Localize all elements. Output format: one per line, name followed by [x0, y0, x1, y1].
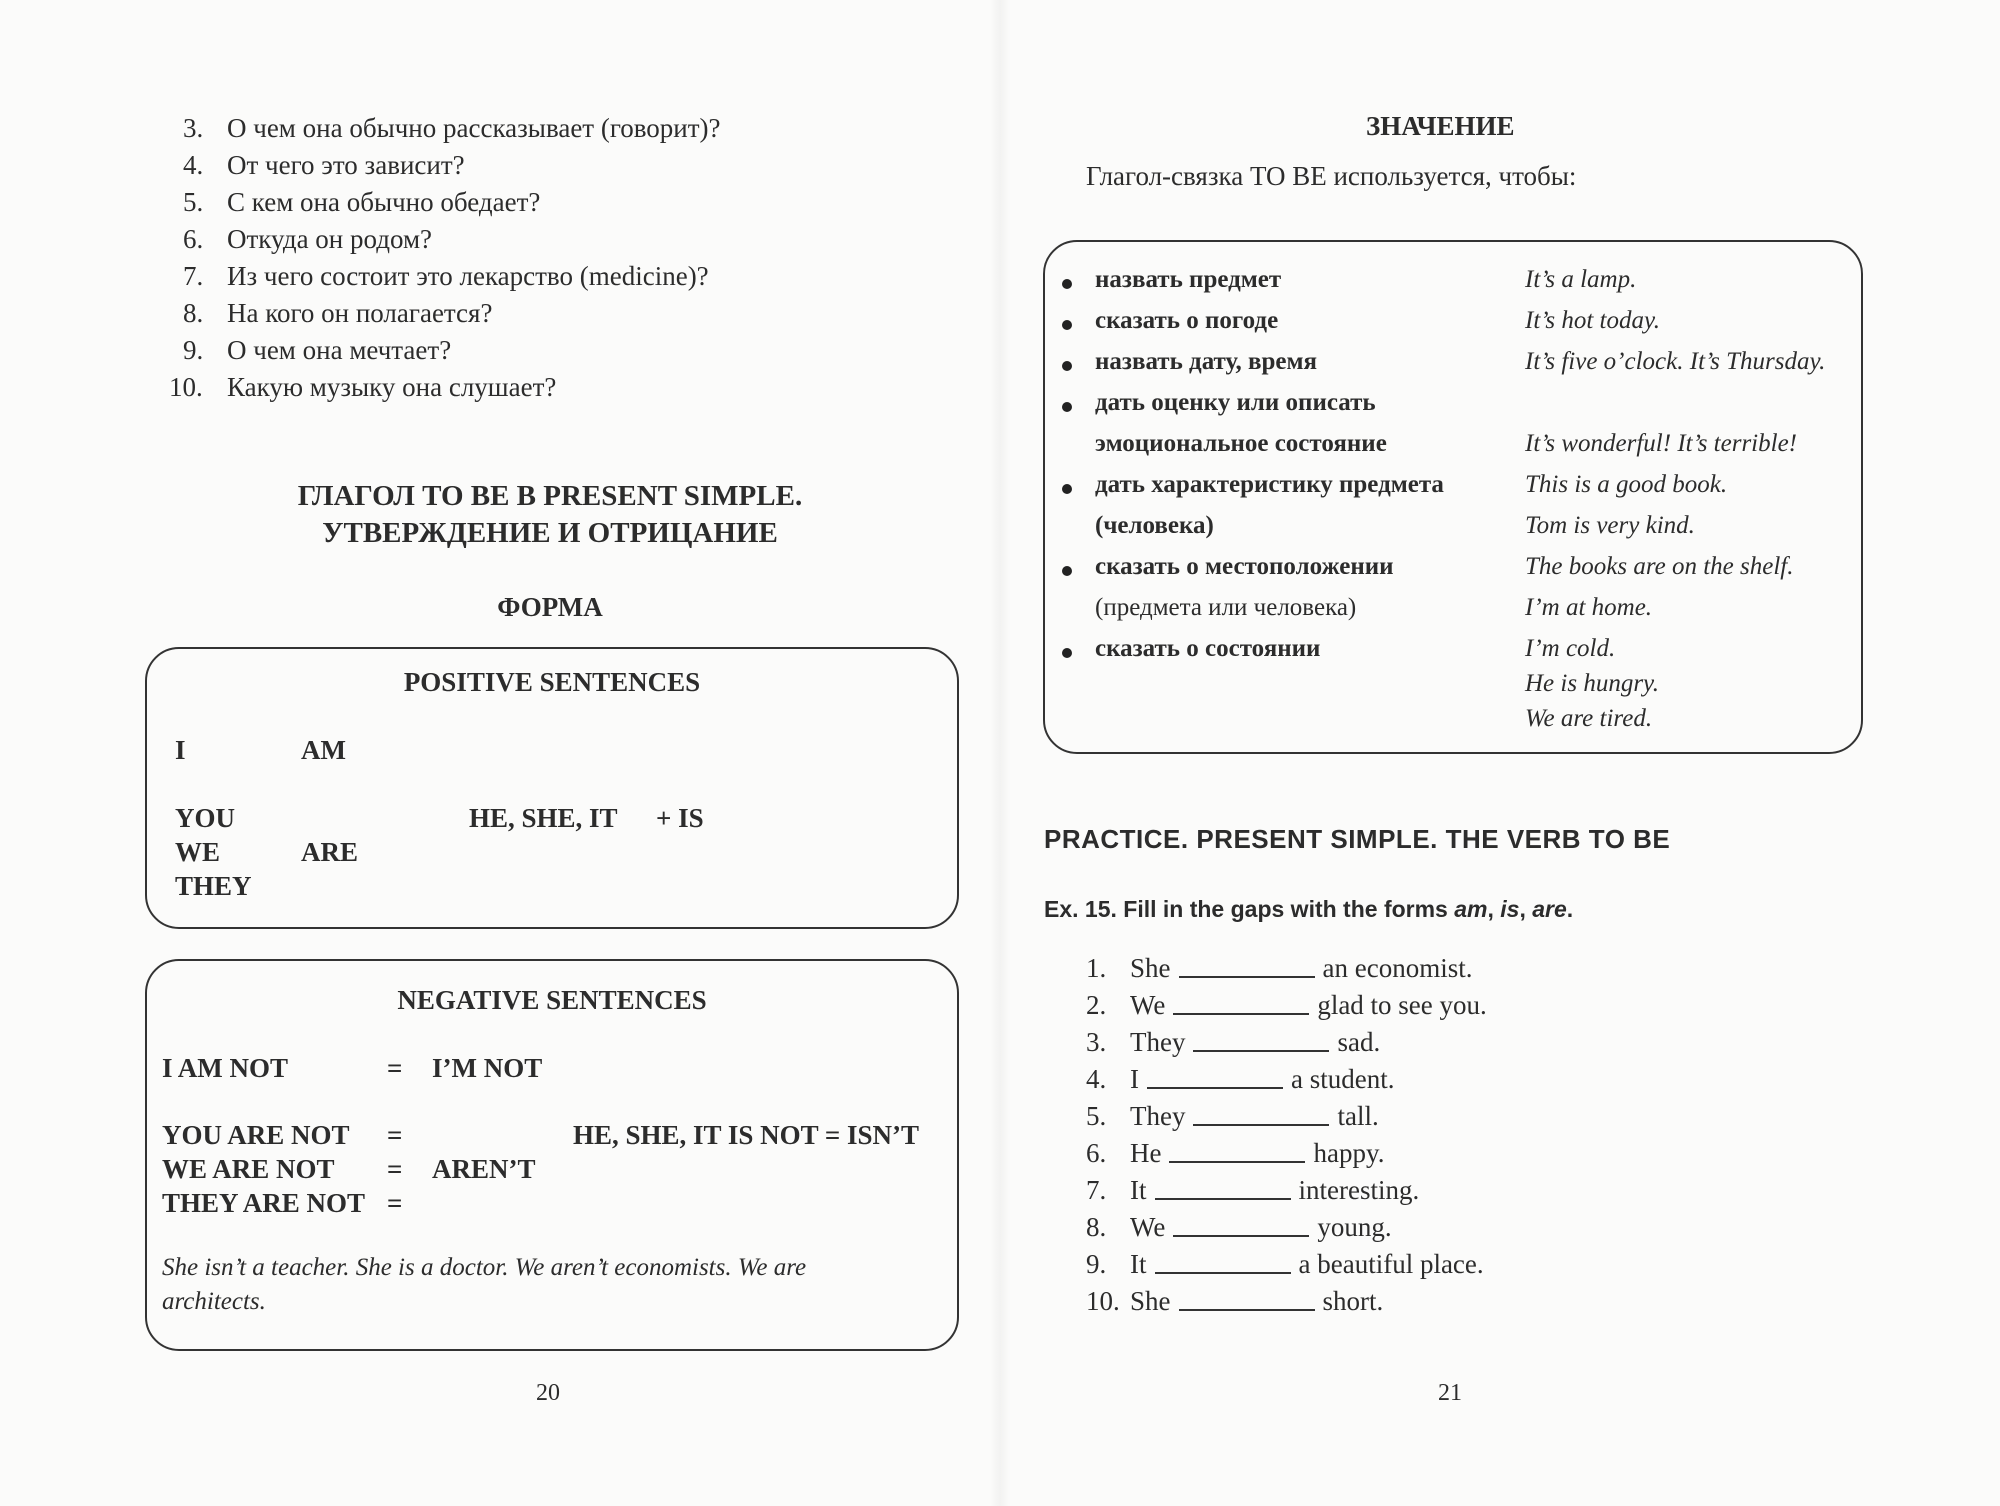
bullet-icon: [1062, 484, 1072, 494]
item-number: 6.: [183, 224, 204, 254]
use-example: The books are on the shelf.: [1525, 553, 1794, 580]
arent: AREN’T: [432, 1154, 536, 1184]
form-am: am: [1454, 896, 1488, 922]
form-are: are: [1532, 896, 1567, 922]
item-subject: He: [1130, 1138, 1162, 1168]
item-subject: We: [1130, 990, 1166, 1020]
use-label: назвать предмет: [1095, 266, 1282, 293]
item-subject: She: [1130, 953, 1171, 983]
item-text: О чем она обычно рассказывает (говорит)?: [227, 113, 721, 143]
you-are-not: YOU ARE NOT: [162, 1120, 350, 1150]
list-item: [1086, 1135, 1487, 1172]
item-rest: interesting.: [1298, 1175, 1420, 1205]
use-label: назвать дату, время: [1095, 348, 1318, 375]
use-label: дать характеристику предмета: [1095, 471, 1444, 498]
question-list: [169, 110, 721, 406]
item-text: О чем она мечтает?: [227, 335, 452, 365]
exercise-instructions: [1044, 896, 1573, 923]
negative-title: NEGATIVE SENTENCES: [397, 985, 707, 1015]
i-am-not: I AM NOT: [162, 1053, 289, 1083]
list-item: [183, 184, 721, 221]
positive-title: POSITIVE SENTENCES: [403, 667, 701, 697]
list-item: [183, 147, 721, 184]
item-number: 2.: [1086, 990, 1107, 1020]
form-is: is: [1500, 896, 1520, 922]
section-title-line2: УТВЕРЖДЕНИЕ И ОТРИЦАНИЕ: [322, 517, 778, 549]
item-number: 9.: [1086, 1249, 1107, 1279]
item-number: 10.: [169, 372, 203, 402]
use-example: It’s hot today.: [1525, 307, 1660, 334]
list-item: [183, 221, 721, 258]
list-item: [1086, 1024, 1487, 1061]
item-text: От чего это зависит?: [227, 150, 465, 180]
list-item: [1086, 950, 1487, 987]
item-number: 4.: [183, 150, 204, 180]
item-subject: I: [1130, 1064, 1139, 1094]
use-example-cont: We are tired.: [1525, 705, 1653, 732]
pronoun-you: YOU: [175, 803, 235, 833]
positive-sentences-box: [145, 647, 959, 929]
item-rest: sad.: [1337, 1027, 1381, 1057]
bullet-icon: [1062, 279, 1072, 289]
list-item: [169, 369, 721, 406]
use-label-cont: (человека): [1095, 512, 1214, 539]
they-are-not: THEY ARE NOT: [162, 1188, 366, 1218]
item-subject: She: [1130, 1286, 1171, 1316]
separator: ,: [1487, 896, 1501, 922]
item-number: 9.: [183, 335, 204, 365]
list-item: [1086, 1209, 1487, 1246]
item-rest: a beautiful place.: [1298, 1249, 1484, 1279]
meaning-heading: ЗНАЧЕНИЕ: [1366, 111, 1515, 141]
item-subject: We: [1130, 1212, 1166, 1242]
item-rest: glad to see you.: [1317, 990, 1487, 1020]
use-label-cont: эмоциональное состояние: [1095, 430, 1387, 457]
item-number: 8.: [1086, 1212, 1107, 1242]
equals-sign: =: [387, 1188, 403, 1218]
item-number: 3.: [1086, 1027, 1107, 1057]
gap-blank[interactable]: [1173, 987, 1309, 1015]
pronoun-i: I: [175, 735, 186, 765]
pronoun-he-she-it: HE, SHE, IT: [469, 803, 618, 833]
item-subject: They: [1130, 1027, 1186, 1057]
use-label: дать оценку или описать: [1095, 389, 1376, 416]
list-item: [183, 258, 721, 295]
list-item: [1086, 1246, 1487, 1283]
bullet-icon: [1062, 402, 1072, 412]
use-label: сказать о местоположении: [1095, 553, 1394, 580]
exercise-list: [1086, 950, 1487, 1320]
list-item: [183, 332, 721, 369]
right-page: [1000, 0, 2000, 1506]
item-rest: young.: [1317, 1212, 1392, 1242]
item-rest: tall.: [1337, 1101, 1379, 1131]
negative-example-line2: architects.: [162, 1288, 266, 1315]
list-item: [183, 295, 721, 332]
item-text: Какую музыку она слушает?: [227, 372, 557, 402]
use-label: сказать о состоянии: [1095, 635, 1321, 662]
im-not: I’M NOT: [432, 1053, 543, 1083]
page-number: 21: [1438, 1380, 1462, 1406]
use-example: This is a good book.: [1525, 471, 1728, 498]
form-heading: ФОРМА: [497, 592, 603, 622]
practice-title: PRACTICE. PRESENT SIMPLE. THE VERB TO BE: [1044, 824, 1671, 854]
exercise-label: Ex. 15. Fill in the gaps with the forms: [1044, 896, 1455, 922]
list-item: [183, 110, 721, 147]
pronoun-they: THEY: [175, 871, 252, 901]
negative-sentences-box: [145, 959, 959, 1351]
pronoun-we: WE: [175, 837, 221, 867]
item-subject: It: [1130, 1175, 1147, 1205]
list-item: [1086, 1283, 1487, 1320]
use-example: It’s wonderful! It’s terrible!: [1525, 430, 1797, 457]
item-number: 7.: [183, 261, 204, 291]
we-are-not: WE ARE NOT: [162, 1154, 335, 1184]
gap-blank[interactable]: [1179, 950, 1315, 978]
use-example: It’s five o’clock. It’s Thursday.: [1525, 348, 1826, 375]
equals-sign: =: [387, 1053, 403, 1083]
gap-blank[interactable]: [1169, 1135, 1305, 1163]
gap-blank[interactable]: [1155, 1246, 1291, 1274]
separator: ,: [1519, 896, 1533, 922]
verb-are: ARE: [301, 837, 359, 867]
item-number: 3.: [183, 113, 204, 143]
gap-blank[interactable]: [1147, 1061, 1283, 1089]
item-number: 7.: [1086, 1175, 1107, 1205]
item-number: 5.: [1086, 1101, 1107, 1131]
item-number: 4.: [1086, 1064, 1107, 1094]
item-number: 8.: [183, 298, 204, 328]
bullet-icon: [1062, 566, 1072, 576]
gap-blank[interactable]: [1193, 1024, 1329, 1052]
verb-am: AM: [301, 735, 346, 765]
gap-blank[interactable]: [1179, 1283, 1315, 1311]
item-rest: a student.: [1291, 1064, 1395, 1094]
page-number: 20: [536, 1380, 560, 1406]
item-subject: It: [1130, 1249, 1147, 1279]
list-item: [1086, 1098, 1487, 1135]
he-she-it-isnt: HE, SHE, IT IS NOT = ISN’T: [573, 1120, 920, 1150]
equals-sign: =: [387, 1120, 403, 1150]
meaning-box: [1043, 240, 1863, 754]
gap-blank[interactable]: [1173, 1209, 1309, 1237]
item-number: 10.: [1086, 1286, 1120, 1316]
gap-blank[interactable]: [1193, 1098, 1329, 1126]
equals-sign: =: [387, 1154, 403, 1184]
bullet-icon: [1062, 320, 1072, 330]
verb-plus-is: + IS: [656, 803, 704, 833]
item-text: Откуда он родом?: [227, 224, 433, 254]
period: .: [1566, 896, 1574, 922]
negative-example-line1: She isn’t a teacher. She is a doctor. We aren’t economists. We are: [162, 1254, 807, 1281]
item-subject: They: [1130, 1101, 1186, 1131]
list-item: [1086, 1061, 1487, 1098]
item-rest: happy.: [1313, 1138, 1385, 1168]
use-label: сказать о погоде: [1095, 307, 1279, 334]
item-rest: an economist.: [1322, 953, 1473, 983]
item-text: Из чего состоит это лекарство (medicine)?: [227, 261, 709, 291]
use-example-cont: He is hungry.: [1525, 670, 1660, 697]
use-example: It’s a lamp.: [1525, 266, 1637, 293]
list-item: [1086, 987, 1487, 1024]
use-example-cont: I’m at home.: [1525, 594, 1653, 621]
item-rest: short.: [1322, 1286, 1384, 1316]
list-item: [1086, 1172, 1487, 1209]
gap-blank[interactable]: [1155, 1172, 1291, 1200]
use-label-cont: (предмета или человека): [1095, 594, 1357, 621]
item-number: 5.: [183, 187, 204, 217]
meaning-intro: Глагол-связка TO BE используется, чтобы:: [1086, 161, 1577, 191]
use-example: I’m cold.: [1525, 635, 1616, 662]
section-title-line1: ГЛАГОЛ TO BE В PRESENT SIMPLE.: [297, 480, 803, 512]
bullet-icon: [1062, 361, 1072, 371]
bullet-icon: [1062, 648, 1072, 658]
item-text: С кем она обычно обедает?: [227, 187, 541, 217]
item-text: На кого он полагается?: [227, 298, 493, 328]
item-number: 1.: [1086, 953, 1107, 983]
item-number: 6.: [1086, 1138, 1107, 1168]
use-example-cont: Tom is very kind.: [1525, 512, 1695, 539]
